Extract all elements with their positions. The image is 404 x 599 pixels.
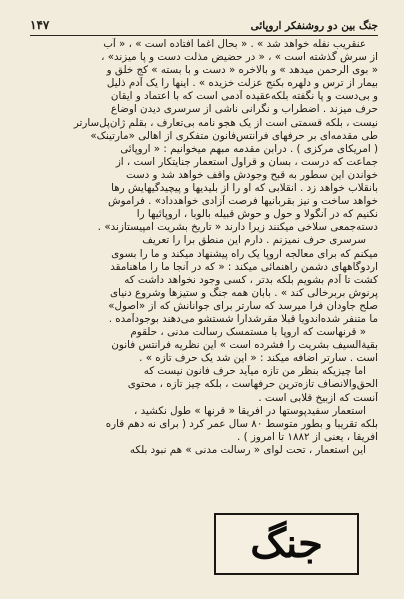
text-line: « قرنهاست که اروپا با مستمسک رسالت مدنی ، حلقوم xyxy=(130,326,366,339)
text-line: ما متنفر شده‌اندویا قبلا مقرشدارا شستشو می‌دهند بوجودآمده . xyxy=(108,312,378,325)
text-line: سرسری حرف نمیزنم . دارم این منطق برا را تعریف xyxy=(142,234,366,247)
text-line: جماعت که درست ، بسان و قراول استعمار جنایتکار است ، از xyxy=(115,155,378,168)
text-line: الحق‌والانصاف تازه‌ترین حرفهاست ، بلکه چیز تازه ، محتوی xyxy=(127,378,378,391)
banner-word: جنگ xyxy=(250,520,323,567)
text-line: استعمار سفیدپوستها در افریقا « قرنها » طول نکشید ، xyxy=(134,404,366,417)
text-line: « بوی الرحمن میدهد » و بالاخره « دست و با بسته » کج خلق و xyxy=(106,64,378,77)
text-line: خواندن این سطور به قبح وجودش واقف خواهد شد و دست xyxy=(125,168,378,181)
text-line: طی مقدمه‌ای بر حرفهای فرانتس‌فانون متفکری از اهالی «مارتینک» xyxy=(90,129,378,142)
text-line: افریقا ، یعنی از ۱۸۸۲ تا امروز ) . xyxy=(237,430,378,443)
text-line: بلکه تقریبا و بطور متوسط ۸۰ سال عمر کرد ( برای نه دهم قاره xyxy=(105,417,378,430)
text-line: صلح جاودان فرا میرسد که سارتر برای جوانانش که از «اصول» xyxy=(108,299,378,312)
text-line: و بی‌دست و پا نگفته بلکه‌عقیده آدمی است که با اعتماد و ایقان xyxy=(110,90,378,103)
text-line: است . سارتر اضافه میکند : « این شد یک حرف تازه » . xyxy=(139,352,378,365)
article-body xyxy=(30,38,378,498)
text-line: این استعمار ، تحت لوای « رسالت مدنی » هم نبود بلکه xyxy=(129,443,366,456)
text-line: اما چیزیکه بنظر من تازه میآید حرف فانون نیست که xyxy=(143,365,366,378)
text-line: نیست ، بلکه قسمتی است از یک هجو نامه بی‌تعارف ، بقلم ژان‌پل‌سارتر xyxy=(73,116,378,129)
text-line: آنست که ازبیخ قلابی است . xyxy=(258,391,378,404)
text-line: دسته‌جمعی سلاخی میکنند زیرا دارند « تاریخ بشریت امپیستازند» . xyxy=(97,221,378,234)
text-line: عنقریب نفله خواهد شد » . « بحال اغما افتاده است » ، « آب xyxy=(103,38,366,50)
text-line: حرف میزند . اضطراب و نگرانی ناشی از سرسری دیدن اوضاع xyxy=(110,103,378,116)
text-line: نکنیم که در آنگولا و حول و حوش قبیله بالوبا ، اروپائیها را xyxy=(136,208,378,221)
text-line: اردوگاههای دشمن راهنمائی میکند : « که در آنجا ما را ماهنامقد xyxy=(110,260,378,273)
text-line: از سرش گذشته است » ، « در حضیض مذلت دست و پا میزند» ، xyxy=(101,51,378,64)
page-header xyxy=(30,14,378,36)
text-line: میکنم که برای معالجه اروپا یک راه پیشنهاد میکند و ما را بسوی xyxy=(111,247,378,260)
text-line: بیمار از ترس و دلهره بکنج عزلت خزیده » . اینها را یک آدم ذلیل xyxy=(106,77,378,90)
page-number: ۱۴۷ xyxy=(30,18,50,32)
title-banner xyxy=(214,513,359,575)
text-line: بقیةالسیف بشریت را فشرده است » این نظریه فرانتس فانون xyxy=(111,339,378,352)
text-line: خواهد ساخت و نیز بقربانیها فرصت آزادی خواهدداد» . فراموش xyxy=(108,195,378,208)
text-line: کشت تا آدم بشویم بلکه بدتر ، کسی وجود نخواهد داشت که xyxy=(124,273,378,286)
text-line: ( امریکای مرکزی ) . درابن مقدمه مبهم میخوانیم : « اروپائی xyxy=(120,142,378,155)
running-title: جنگ بین دو روشنفکر اروپائی xyxy=(250,20,378,32)
text-line: پرنوش بربرخالی کند » . بابان همه جنگ و ستیزها وشروع دنیای xyxy=(110,286,378,299)
text-line: بانقلاب خواهد زد . انقلابی که او را از بلیدیها و پیچیدگیهایش رها xyxy=(111,182,378,195)
